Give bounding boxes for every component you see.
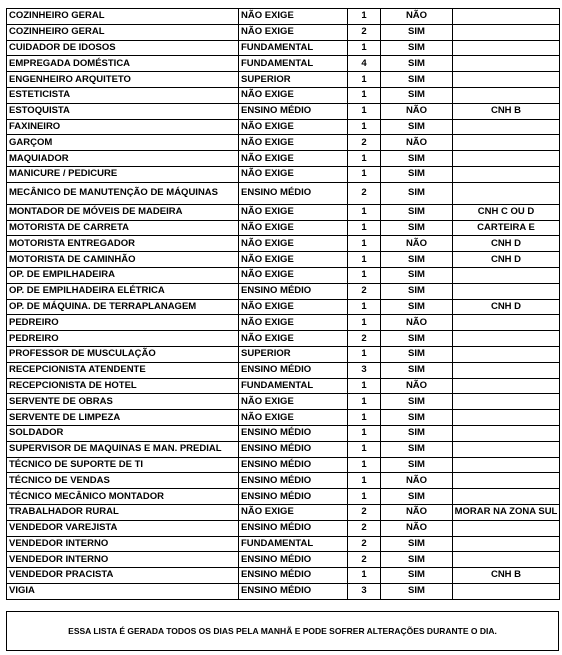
pcd-cell: SIM xyxy=(381,267,453,283)
table-row xyxy=(7,425,560,441)
education-cell: ENSINO MÉDIO xyxy=(239,473,348,489)
table-row xyxy=(7,252,560,268)
job-title-cell: RECEPCIONISTA ATENDENTE xyxy=(7,362,239,378)
notes-cell xyxy=(453,378,560,394)
job-title-cell: VENDEDOR VAREJISTA xyxy=(7,520,239,536)
education-cell: ENSINO MÉDIO xyxy=(239,182,348,204)
notes-cell xyxy=(453,72,560,88)
vacancies-cell: 1 xyxy=(348,346,381,362)
notes-cell xyxy=(453,151,560,167)
table-row xyxy=(7,299,560,315)
table-row xyxy=(7,331,560,347)
vacancies-cell: 2 xyxy=(348,283,381,299)
education-cell: NÃO EXIGE xyxy=(239,331,348,347)
education-cell: NÃO EXIGE xyxy=(239,252,348,268)
notes-cell xyxy=(453,182,560,204)
table-row xyxy=(7,441,560,457)
education-cell: ENSINO MÉDIO xyxy=(239,583,348,599)
vacancies-cell: 2 xyxy=(348,182,381,204)
education-cell: SUPERIOR xyxy=(239,72,348,88)
job-title-cell: MOTORISTA DE CAMINHÃO xyxy=(7,252,239,268)
job-title-cell: TRABALHADOR RURAL xyxy=(7,504,239,520)
table-row xyxy=(7,362,560,378)
pcd-cell: NÃO xyxy=(381,504,453,520)
table-row xyxy=(7,267,560,283)
education-cell: ENSINO MÉDIO xyxy=(239,283,348,299)
vacancies-cell: 3 xyxy=(348,583,381,599)
job-title-cell: ENGENHEIRO ARQUITETO xyxy=(7,72,239,88)
job-title-cell: SUPERVISOR DE MAQUINAS E MAN. PREDIAL xyxy=(7,441,239,457)
notes-cell: CNH D xyxy=(453,236,560,252)
job-title-cell: MONTADOR DE MÓVEIS DE MADEIRA xyxy=(7,204,239,220)
pcd-cell: SIM xyxy=(381,362,453,378)
education-cell: NÃO EXIGE xyxy=(239,87,348,103)
job-title-cell: MAQUIADOR xyxy=(7,151,239,167)
vacancies-cell: 2 xyxy=(348,331,381,347)
education-cell: NÃO EXIGE xyxy=(239,166,348,182)
table-row xyxy=(7,473,560,489)
vacancies-cell: 1 xyxy=(348,220,381,236)
education-cell: ENSINO MÉDIO xyxy=(239,568,348,584)
table-row xyxy=(7,315,560,331)
pcd-cell: NÃO xyxy=(381,378,453,394)
job-title-cell: VENDEDOR INTERNO xyxy=(7,536,239,552)
education-cell: NÃO EXIGE xyxy=(239,267,348,283)
job-title-cell: VIGIA xyxy=(7,583,239,599)
job-title-cell: MANICURE / PEDICURE xyxy=(7,166,239,182)
pcd-cell: NÃO xyxy=(381,135,453,151)
education-cell: ENSINO MÉDIO xyxy=(239,489,348,505)
job-title-cell: VENDEDOR PRACISTA xyxy=(7,568,239,584)
education-cell: NÃO EXIGE xyxy=(239,135,348,151)
job-title-cell: ESTOQUISTA xyxy=(7,103,239,119)
education-cell: NÃO EXIGE xyxy=(239,220,348,236)
vacancies-cell: 1 xyxy=(348,236,381,252)
education-cell: NÃO EXIGE xyxy=(239,315,348,331)
vacancies-cell: 1 xyxy=(348,425,381,441)
table-row xyxy=(7,204,560,220)
job-title-cell: MOTORISTA ENTREGADOR xyxy=(7,236,239,252)
education-cell: NÃO EXIGE xyxy=(239,410,348,426)
notes-cell: CNH D xyxy=(453,299,560,315)
table-row xyxy=(7,220,560,236)
pcd-cell: SIM xyxy=(381,40,453,56)
job-title-cell: ESTETICISTA xyxy=(7,87,239,103)
pcd-cell: SIM xyxy=(381,568,453,584)
table-row xyxy=(7,236,560,252)
table-row xyxy=(7,151,560,167)
table-row xyxy=(7,9,560,25)
job-title-cell: TÉCNICO DE SUPORTE DE TI xyxy=(7,457,239,473)
notes-cell xyxy=(453,394,560,410)
education-cell: FUNDAMENTAL xyxy=(239,56,348,72)
vacancies-cell: 1 xyxy=(348,119,381,135)
vacancies-cell: 1 xyxy=(348,40,381,56)
table-row xyxy=(7,489,560,505)
education-cell: NÃO EXIGE xyxy=(239,236,348,252)
table-row xyxy=(7,182,560,204)
job-title-cell: OP. DE EMPILHADEIRA xyxy=(7,267,239,283)
job-title-cell: COZINHEIRO GERAL xyxy=(7,24,239,40)
education-cell: ENSINO MÉDIO xyxy=(239,520,348,536)
vacancies-cell: 2 xyxy=(348,520,381,536)
pcd-cell: NÃO xyxy=(381,473,453,489)
vacancies-cell: 1 xyxy=(348,489,381,505)
table-row xyxy=(7,40,560,56)
vacancies-cell: 2 xyxy=(348,536,381,552)
education-cell: ENSINO MÉDIO xyxy=(239,362,348,378)
job-title-cell: VENDEDOR INTERNO xyxy=(7,552,239,568)
table-row xyxy=(7,346,560,362)
job-title-cell: CUIDADOR DE IDOSOS xyxy=(7,40,239,56)
education-cell: ENSINO MÉDIO xyxy=(239,103,348,119)
vacancies-cell: 1 xyxy=(348,103,381,119)
notes-cell: CNH B xyxy=(453,568,560,584)
notes-cell: CNH C OU D xyxy=(453,204,560,220)
education-cell: NÃO EXIGE xyxy=(239,299,348,315)
pcd-cell: SIM xyxy=(381,56,453,72)
job-title-cell: GARÇOM xyxy=(7,135,239,151)
vacancies-cell: 1 xyxy=(348,267,381,283)
pcd-cell: SIM xyxy=(381,410,453,426)
table-row xyxy=(7,56,560,72)
notes-cell: CARTEIRA E xyxy=(453,220,560,236)
notes-cell xyxy=(453,410,560,426)
table-row xyxy=(7,504,560,520)
job-table xyxy=(6,8,560,600)
notes-cell xyxy=(453,473,560,489)
vacancies-cell: 1 xyxy=(348,457,381,473)
job-title-cell: RECEPCIONISTA DE HOTEL xyxy=(7,378,239,394)
vacancies-cell: 1 xyxy=(348,151,381,167)
education-cell: NÃO EXIGE xyxy=(239,24,348,40)
vacancies-cell: 2 xyxy=(348,552,381,568)
pcd-cell: SIM xyxy=(381,457,453,473)
notes-cell xyxy=(453,489,560,505)
pcd-cell: SIM xyxy=(381,151,453,167)
table-row xyxy=(7,87,560,103)
vacancies-cell: 1 xyxy=(348,473,381,489)
vacancies-cell: 1 xyxy=(348,299,381,315)
education-cell: ENSINO MÉDIO xyxy=(239,425,348,441)
table-row xyxy=(7,552,560,568)
notes-cell xyxy=(453,536,560,552)
vacancies-cell: 2 xyxy=(348,24,381,40)
table-row xyxy=(7,119,560,135)
notes-cell xyxy=(453,520,560,536)
notes-cell xyxy=(453,267,560,283)
pcd-cell: SIM xyxy=(381,536,453,552)
table-row xyxy=(7,457,560,473)
notes-cell xyxy=(453,87,560,103)
job-title-cell: COZINHEIRO GERAL xyxy=(7,9,239,25)
vacancies-cell: 1 xyxy=(348,315,381,331)
pcd-cell: SIM xyxy=(381,204,453,220)
pcd-cell: SIM xyxy=(381,331,453,347)
pcd-cell: NÃO xyxy=(381,315,453,331)
job-title-cell: PROFESSOR DE MUSCULAÇÃO xyxy=(7,346,239,362)
vacancies-cell: 4 xyxy=(348,56,381,72)
pcd-cell: SIM xyxy=(381,299,453,315)
vacancies-cell: 1 xyxy=(348,9,381,25)
vacancies-cell: 1 xyxy=(348,204,381,220)
pcd-cell: SIM xyxy=(381,87,453,103)
vacancies-cell: 3 xyxy=(348,362,381,378)
notes-cell: CNH B xyxy=(453,103,560,119)
job-title-cell: SOLDADOR xyxy=(7,425,239,441)
vacancies-cell: 1 xyxy=(348,568,381,584)
notes-cell xyxy=(453,283,560,299)
table-row xyxy=(7,583,560,599)
education-cell: NÃO EXIGE xyxy=(239,9,348,25)
vacancies-cell: 1 xyxy=(348,441,381,457)
vacancies-cell: 1 xyxy=(348,394,381,410)
notes-cell xyxy=(453,583,560,599)
education-cell: ENSINO MÉDIO xyxy=(239,552,348,568)
notes-cell xyxy=(453,166,560,182)
table-row xyxy=(7,283,560,299)
education-cell: NÃO EXIGE xyxy=(239,394,348,410)
job-title-cell: PEDREIRO xyxy=(7,315,239,331)
notes-cell xyxy=(453,441,560,457)
job-title-cell: FAXINEIRO xyxy=(7,119,239,135)
job-title-cell: SERVENTE DE OBRAS xyxy=(7,394,239,410)
pcd-cell: SIM xyxy=(381,425,453,441)
table-row xyxy=(7,24,560,40)
job-table-body xyxy=(7,9,560,600)
pcd-cell: NÃO xyxy=(381,103,453,119)
vacancies-cell: 1 xyxy=(348,378,381,394)
notes-cell xyxy=(453,425,560,441)
table-row xyxy=(7,135,560,151)
job-title-cell: SERVENTE DE LIMPEZA xyxy=(7,410,239,426)
table-row xyxy=(7,103,560,119)
notes-cell xyxy=(453,362,560,378)
vacancies-cell: 2 xyxy=(348,504,381,520)
notes-cell: MORAR NA ZONA SUL xyxy=(453,504,560,520)
notes-cell xyxy=(453,135,560,151)
job-list-sheet xyxy=(6,8,559,600)
notes-cell xyxy=(453,346,560,362)
pcd-cell: SIM xyxy=(381,583,453,599)
pcd-cell: SIM xyxy=(381,489,453,505)
job-title-cell: EMPREGADA DOMÉSTICA xyxy=(7,56,239,72)
job-title-cell: PEDREIRO xyxy=(7,331,239,347)
table-row xyxy=(7,568,560,584)
notes-cell: CNH D xyxy=(453,252,560,268)
notes-cell xyxy=(453,56,560,72)
pcd-cell: SIM xyxy=(381,441,453,457)
pcd-cell: SIM xyxy=(381,182,453,204)
job-title-cell: OP. DE MÁQUINA. DE TERRAPLANAGEM xyxy=(7,299,239,315)
job-title-cell: TÉCNICO DE VENDAS xyxy=(7,473,239,489)
pcd-cell: SIM xyxy=(381,552,453,568)
vacancies-cell: 1 xyxy=(348,410,381,426)
table-row xyxy=(7,72,560,88)
education-cell: FUNDAMENTAL xyxy=(239,378,348,394)
pcd-cell: SIM xyxy=(381,394,453,410)
pcd-cell: NÃO xyxy=(381,236,453,252)
notes-cell xyxy=(453,9,560,25)
vacancies-cell: 1 xyxy=(348,166,381,182)
notes-cell xyxy=(453,552,560,568)
footer-note: ESSA LISTA É GERADA TODOS OS DIAS PELA MANHÃ E PODE SOFRER ALTERAÇÕES DURANTE O DIA. xyxy=(6,611,559,651)
education-cell: FUNDAMENTAL xyxy=(239,40,348,56)
table-row xyxy=(7,394,560,410)
table-row xyxy=(7,378,560,394)
notes-cell xyxy=(453,24,560,40)
vacancies-cell: 1 xyxy=(348,72,381,88)
pcd-cell: SIM xyxy=(381,283,453,299)
pcd-cell: SIM xyxy=(381,220,453,236)
vacancies-cell: 2 xyxy=(348,135,381,151)
notes-cell xyxy=(453,40,560,56)
pcd-cell: NÃO xyxy=(381,9,453,25)
job-title-cell: MOTORISTA DE CARRETA xyxy=(7,220,239,236)
job-title-cell: OP. DE EMPILHADEIRA ELÉTRICA xyxy=(7,283,239,299)
education-cell: NÃO EXIGE xyxy=(239,504,348,520)
pcd-cell: SIM xyxy=(381,346,453,362)
pcd-cell: SIM xyxy=(381,119,453,135)
pcd-cell: SIM xyxy=(381,252,453,268)
pcd-cell: SIM xyxy=(381,72,453,88)
table-row xyxy=(7,536,560,552)
notes-cell xyxy=(453,119,560,135)
pcd-cell: NÃO xyxy=(381,520,453,536)
notes-cell xyxy=(453,457,560,473)
table-row xyxy=(7,410,560,426)
education-cell: FUNDAMENTAL xyxy=(239,536,348,552)
education-cell: NÃO EXIGE xyxy=(239,119,348,135)
vacancies-cell: 1 xyxy=(348,252,381,268)
education-cell: NÃO EXIGE xyxy=(239,204,348,220)
education-cell: SUPERIOR xyxy=(239,346,348,362)
table-row xyxy=(7,166,560,182)
education-cell: ENSINO MÉDIO xyxy=(239,457,348,473)
table-row xyxy=(7,520,560,536)
education-cell: ENSINO MÉDIO xyxy=(239,441,348,457)
job-title-cell: MECÂNICO DE MANUTENÇÃO DE MÁQUINAS xyxy=(7,182,239,204)
notes-cell xyxy=(453,331,560,347)
pcd-cell: SIM xyxy=(381,24,453,40)
pcd-cell: SIM xyxy=(381,166,453,182)
job-title-cell: TÉCNICO MECÂNICO MONTADOR xyxy=(7,489,239,505)
notes-cell xyxy=(453,315,560,331)
vacancies-cell: 1 xyxy=(348,87,381,103)
education-cell: NÃO EXIGE xyxy=(239,151,348,167)
